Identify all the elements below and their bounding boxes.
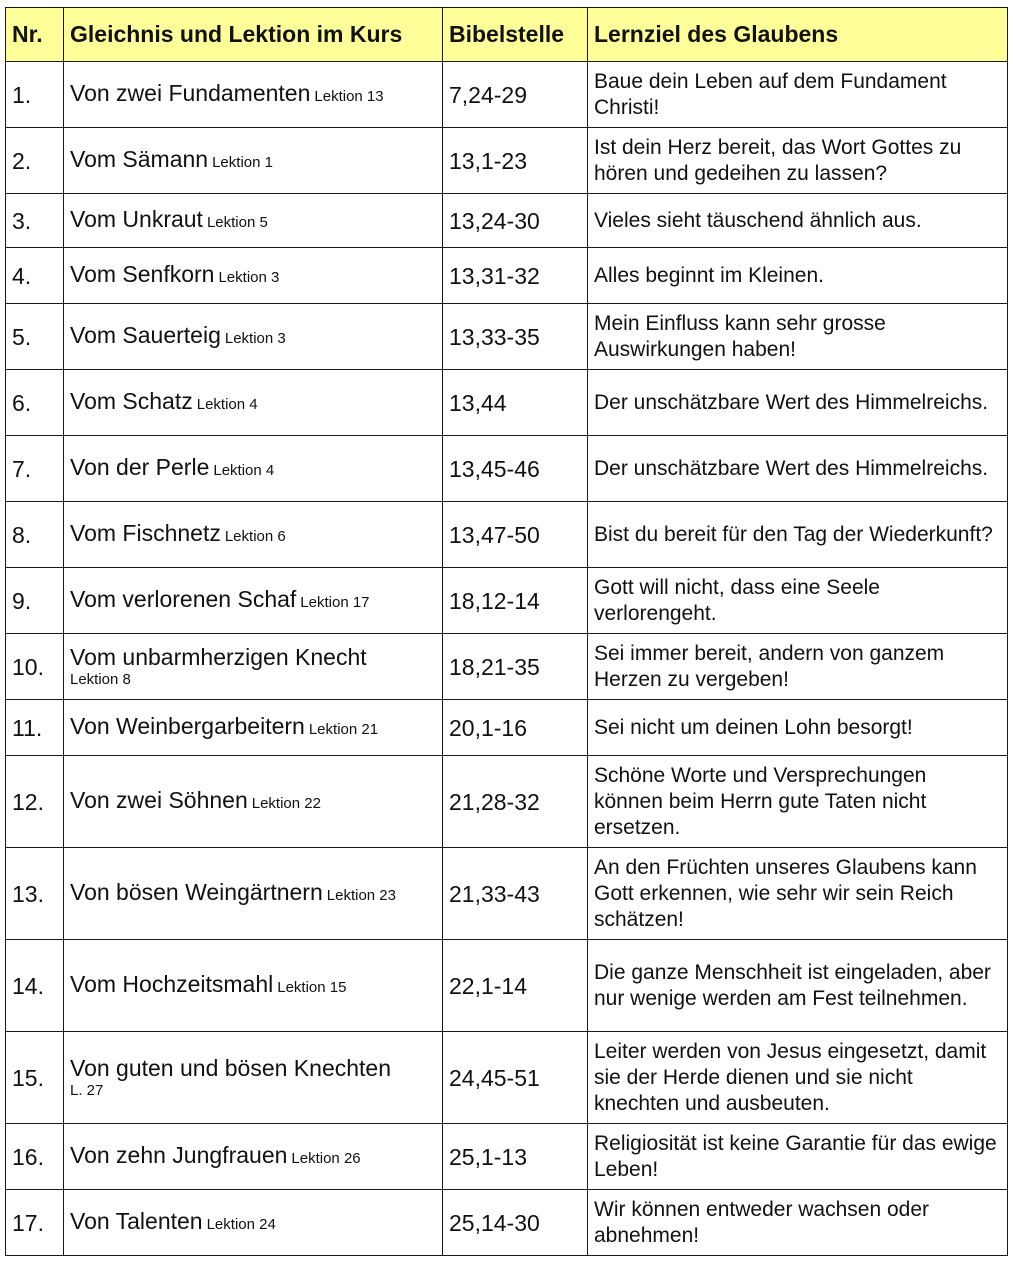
lesson-label: Lektion 6 xyxy=(224,527,286,545)
row-number: 13. xyxy=(6,848,64,940)
header-parable: Gleichnis und Lektion im Kurs xyxy=(64,8,443,62)
parable-title: Von zwei Fundamenten xyxy=(70,79,311,106)
row-number: 15. xyxy=(6,1032,64,1124)
lesson-label: Lektion 23 xyxy=(326,886,396,904)
bible-reference: 25,1-13 xyxy=(443,1124,588,1190)
learning-goal: Gott will nicht, dass eine Seele verlorengeht. xyxy=(588,568,1008,634)
learning-goal: Religiosität ist keine Garantie für das ewige Leben! xyxy=(588,1124,1008,1190)
table-row xyxy=(6,848,1008,940)
parable-cell xyxy=(64,370,443,436)
lesson-label: Lektion 24 xyxy=(206,1215,276,1233)
lesson-label: Lektion 21 xyxy=(308,720,379,738)
learning-goal: Vieles sieht täuschend ähnlich aus. xyxy=(588,194,1008,248)
lesson-label: Lektion 5 xyxy=(206,213,268,231)
row-number: 16. xyxy=(6,1124,64,1190)
learning-goal: Der unschätzbare Wert des Himmelreichs. xyxy=(588,370,1008,436)
row-number: 2. xyxy=(6,128,64,194)
parable-title: Von zwei Söhnen xyxy=(70,786,248,813)
parable-title: Vom unbarmherzigen Knecht xyxy=(70,643,367,670)
parable-cell xyxy=(64,848,443,940)
row-number: 7. xyxy=(6,436,64,502)
parable-title: Vom Unkraut xyxy=(70,205,203,232)
parable-title: Vom Fischnetz xyxy=(70,519,221,546)
table-row xyxy=(6,436,1008,502)
parable-title: Vom Hochzeitsmahl xyxy=(70,970,274,997)
table-row xyxy=(6,568,1008,634)
row-number: 11. xyxy=(6,700,64,756)
table-row xyxy=(6,1124,1008,1190)
lesson-label: Lektion 1 xyxy=(212,153,273,171)
bible-reference: 7,24-29 xyxy=(443,62,588,128)
parable-title: Von der Perle xyxy=(70,453,210,480)
learning-goal: An den Früchten unseres Glaubens kann Gott erkennen, wie sehr wir sein Reich schätzen! xyxy=(588,848,1008,940)
table-row xyxy=(6,1190,1008,1256)
parable-cell xyxy=(64,1032,443,1124)
bible-reference: 13,24-30 xyxy=(443,194,588,248)
row-number: 14. xyxy=(6,940,64,1032)
parable-cell xyxy=(64,756,443,848)
row-number: 17. xyxy=(6,1190,64,1256)
header-ref: Bibelstelle xyxy=(443,8,588,62)
parable-title: Von guten und bösen Knechten xyxy=(70,1054,392,1081)
lesson-label: Lektion 3 xyxy=(224,329,286,347)
parable-cell xyxy=(64,1190,443,1256)
parable-cell xyxy=(64,634,443,700)
table-row xyxy=(6,940,1008,1032)
parable-cell xyxy=(64,568,443,634)
parable-title: Vom Senfkorn xyxy=(70,260,215,287)
row-number: 4. xyxy=(6,248,64,304)
table-row xyxy=(6,634,1008,700)
table-row xyxy=(6,128,1008,194)
parable-cell xyxy=(64,940,443,1032)
parable-cell xyxy=(64,1124,443,1190)
learning-goal: Sei nicht um deinen Lohn besorgt! xyxy=(588,700,1008,756)
bible-reference: 18,21-35 xyxy=(443,634,588,700)
learning-goal: Der unschätzbare Wert des Himmelreichs. xyxy=(588,436,1008,502)
row-number: 8. xyxy=(6,502,64,568)
lesson-label: Lektion 22 xyxy=(251,794,321,812)
table-row xyxy=(6,700,1008,756)
parable-title: Von bösen Weingärtnern xyxy=(70,878,323,905)
row-number: 5. xyxy=(6,304,64,370)
learning-goal: Wir können entweder wachsen oder abnehmen! xyxy=(588,1190,1008,1256)
parable-cell xyxy=(64,700,443,756)
parable-title: Von Weinbergarbeitern xyxy=(70,712,305,739)
row-number: 1. xyxy=(6,62,64,128)
header-goal: Lernziel des Glaubens xyxy=(588,8,1008,62)
learning-goal: Die ganze Menschheit ist eingeladen, aber nur wenige werden am Fest teilnehmen. xyxy=(588,940,1008,1032)
lesson-label: Lektion 26 xyxy=(291,1149,361,1167)
parable-title: Vom verlorenen Schaf xyxy=(70,585,297,612)
parable-title: Vom Sämann xyxy=(70,145,209,172)
row-number: 3. xyxy=(6,194,64,248)
parables-table xyxy=(5,7,1008,1256)
lesson-label: L. 27 xyxy=(70,1081,104,1099)
learning-goal: Bist du bereit für den Tag der Wiederkunft? xyxy=(588,502,1008,568)
bible-reference: 13,33-35 xyxy=(443,304,588,370)
bible-reference: 13,1-23 xyxy=(443,128,588,194)
parable-title: Von Talenten xyxy=(70,1207,203,1234)
table-row xyxy=(6,248,1008,304)
lesson-label: Lektion 13 xyxy=(314,87,384,105)
table-row xyxy=(6,304,1008,370)
header-row xyxy=(6,8,1008,62)
parable-title: Von zehn Jungfrauen xyxy=(70,1141,288,1168)
parable-cell xyxy=(64,248,443,304)
bible-reference: 21,33-43 xyxy=(443,848,588,940)
learning-goal: Baue dein Leben auf dem Fundament Christi! xyxy=(588,62,1008,128)
parable-title: Vom Schatz xyxy=(70,387,193,414)
learning-goal: Alles beginnt im Kleinen. xyxy=(588,248,1008,304)
row-number: 12. xyxy=(6,756,64,848)
bible-reference: 13,44 xyxy=(443,370,588,436)
bible-reference: 25,14-30 xyxy=(443,1190,588,1256)
bible-reference: 18,12-14 xyxy=(443,568,588,634)
parable-title: Vom Sauerteig xyxy=(70,321,221,348)
table-row xyxy=(6,502,1008,568)
bible-reference: 13,47-50 xyxy=(443,502,588,568)
parable-cell xyxy=(64,502,443,568)
table-row xyxy=(6,62,1008,128)
learning-goal: Mein Einfluss kann sehr grosse Auswirkungen haben! xyxy=(588,304,1008,370)
table-row xyxy=(6,1032,1008,1124)
bible-reference: 21,28-32 xyxy=(443,756,588,848)
table-row xyxy=(6,756,1008,848)
lesson-label: Lektion 3 xyxy=(218,268,280,286)
learning-goal: Leiter werden von Jesus eingesetzt, damit sie der Herde dienen und sie nicht knechten und ausbeuten. xyxy=(588,1032,1008,1124)
bible-reference: 22,1-14 xyxy=(443,940,588,1032)
parable-cell xyxy=(64,62,443,128)
lesson-label: Lektion 15 xyxy=(277,978,347,996)
bible-reference: 24,45-51 xyxy=(443,1032,588,1124)
lesson-label: Lektion 4 xyxy=(213,461,275,479)
learning-goal: Ist dein Herz bereit, das Wort Gottes zu hören und gedeihen zu lassen? xyxy=(588,128,1008,194)
parable-cell xyxy=(64,436,443,502)
learning-goal: Schöne Worte und Versprechungen können beim Herrn gute Taten nicht ersetzen. xyxy=(588,756,1008,848)
lesson-label: Lektion 8 xyxy=(70,670,131,688)
row-number: 6. xyxy=(6,370,64,436)
lesson-label: Lektion 4 xyxy=(196,395,258,413)
lesson-label: Lektion 17 xyxy=(300,593,370,611)
table-row xyxy=(6,370,1008,436)
learning-goal: Sei immer bereit, andern von ganzem Herzen zu vergeben! xyxy=(588,634,1008,700)
bible-reference: 13,31-32 xyxy=(443,248,588,304)
parable-cell xyxy=(64,304,443,370)
bible-reference: 20,1-16 xyxy=(443,700,588,756)
parable-cell xyxy=(64,128,443,194)
row-number: 9. xyxy=(6,568,64,634)
parable-cell xyxy=(64,194,443,248)
header-nr: Nr. xyxy=(6,8,64,62)
row-number: 10. xyxy=(6,634,64,700)
bible-reference: 13,45-46 xyxy=(443,436,588,502)
table-row xyxy=(6,194,1008,248)
